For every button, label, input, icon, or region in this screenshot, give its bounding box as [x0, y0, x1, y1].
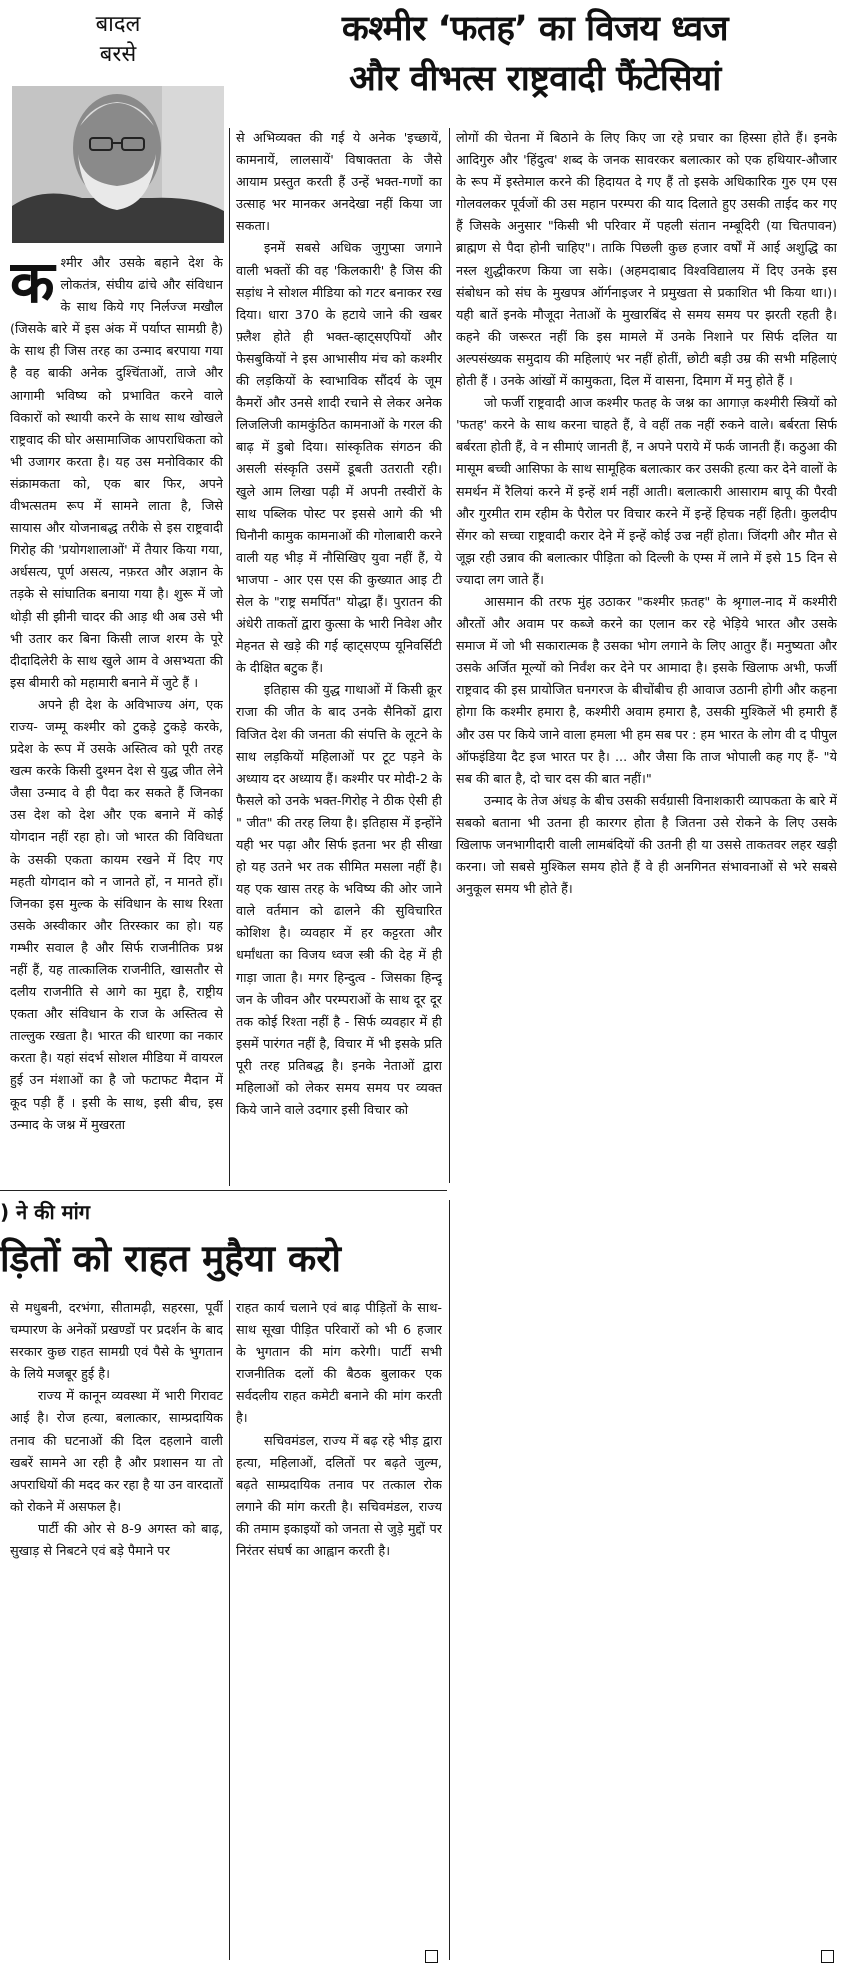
article2-column-1 — [10, 1298, 223, 1968]
columnist-portrait-icon — [12, 86, 224, 243]
article2-kicker: ) ने की मांग — [0, 1200, 91, 1224]
article1-col2-para2: इनमें सबसे अधिक जुगुप्सा जगाने वाली भक्तों की वह 'किलकारी' है जिस की सड़ांध ने सोशल मीडिया को गटर बनाकर रख दिया। धारा 370 के हटाये जाने की खबर फ़्लैश होते ही भक्त-व्हाट्सएपियों और फेसबुकियों ने इस आभासीय मंच को कश्मीर की लड़कियों के स्वाभाविक सौंदर्य के जूम कैमरों और उनसे शादी रचाने से लेकर अनेक लिजलिजी कामकुंठित कामनाओं के गरल की बाढ़ में डुबो दिया। सांस्कृतिक संगठन की असली संस्कृति उसमें डूबती उतराती रही। खुले आम लिखा पढ़ी में अपनी तस्वीरों के साथ पब्लिक पोस्ट पर इससे आगे की भी घिनौनी कामुक कामनाओं की गोलाबारी करने वाली यह भीड़ में नौसिखिए युवा नहीं हैं, ये भाजपा - आर एस एस की कुख्यात आइ टी सेल के "राष्ट्र समर्पित" योद्धा हैं। पुरातन की अंधेरी ताकतों द्वारा कुत्सा के भारी निवेश और मेहनत से खड़े की गई व्हाट्सएप्प यूनिवर्सिटी के दीक्षित बटुक हैं। — [236, 241, 442, 677]
article2-col1-para2: राज्य में कानून व्यवस्था में भारी गिरावट आई है। रोज हत्या, बलात्कार, साम्प्रदायिक तनाव की घटनाओं की दिल दहलाने वाली खबरें सामने आ रही है और प्रशासन या तो अपराधियों की मदद कर रहा है या उन वारदातों को रोकने में असफल है। — [10, 1389, 223, 1515]
article1-col1-para1: श्मीर और उसके बहाने देश के लोकतंत्र, संघीय ढांचे और संविधान के साथ किये गए निर्लज्ज मखौल (जिसके बारे में इस अंक में पर्याप्त सामग्री है) के साथ ही जिस तरह का उन्माद बरपाया गया है वह बाकी अनेक दुश्चिंताओं, ताजे और आगामी भविष्य को प्रभावित करने वाले विकारों को स्थायी करने के साथ साथ खोखले राष्ट्रवाद की घोर असामाजिक आपराधिकता को भी उजागर करता है। यह उस मनोविकार की संक्रामकता को, एक बार फिर, अपने वीभत्सतम रूप में सामने लाता है, जिसे सायास और योजनाबद्ध तरीके से इस राष्ट्रवादी गिरोह की 'प्रयोगशालाओं' में तैयार किया गया, अर्धसत्य, पूर्ण असत्य, नफ़रत और अज्ञान के तड़के से सांघातिक बनाया गया है। शुरू में जो थोड़ी सी झीनी चादर की आड़ थी अब उसे भी भी उतार कर बिना किसी लाज शरम के पूरे दीदादिलेरी के साथ खुले आम वे असभ्यता की इस बीमारी को महामारी बनाने में जुटे हैं । — [10, 256, 223, 691]
headline-line1: कश्मीर ‘फतह’ का विजय ध्वज — [341, 9, 729, 49]
article2-col2-para1: राहत कार्य चलाने एवं बाढ़ पीड़ितों के साथ-साथ सूखा पीड़ित परिवारों को भी 6 हजार के भुगतान की मांग करेगी। पार्टी सभी राजनीतिक दलों की बैठक बुलाकर एक सर्वदलीय राहत कमेटी बनाने की मांग करती है। — [236, 1301, 442, 1427]
article2-col1-para1: से मधुबनी, दरभंगा, सीतामढ़ी, सहरसा, पूर्वी चम्पारण के अनेकों प्रखण्डों पर प्रदर्शन के बाद सरकार कुछ राहत सामग्री एवं पैसे के भुगतान के लिये मजबूर हुई है। — [10, 1301, 223, 1383]
article1-col3-para2: जो फर्जी राष्ट्रवादी आज कश्मीर फतह के जश्न का आगाज़ कश्मीरी स्त्रियों को 'फतह' करने के साथ करना चाहते हैं, वे वहीं तक नहीं रुकने वाले। बर्बरता सिर्फ बर्बरता होती हैं, वे न सीमाएं जानती हैं, न अपने पराये में फर्क जानती हैं। कठुआ की मासूम बच्ची आसिफा के साथ सामूहिक बलात्कार कर उसकी हत्या कर देने वालों के समर्थन में रैलियां करने में इन्हें शर्म नहीं आती। बलात्कारी आसाराम बापू की पैरवी और गुरमीत राम रहीम के पैरोल पर विचार करने में इन्हें हिचक नहीं हिती। कुलदीप सेंगर को सच्चा राष्ट्रवादी करार देने में इन्हें कोई उज्र नहीं होता। जिंदगी और मौत से जूझ रही उन्नाव की बलात्कार पीड़िता को दिल्ली के एम्स में लाने में इसे 15 दिन से ज्यादा लग जाते हैं। — [456, 396, 837, 588]
column-rule — [229, 1300, 230, 1960]
article2-headline: ड़ितों को राहत मुहैया करो — [0, 1236, 341, 1280]
dropcap: क — [10, 253, 55, 316]
end-mark-icon — [425, 1950, 438, 1963]
column-name-line1: बादल — [95, 12, 141, 37]
article1-column-2 — [236, 128, 442, 1188]
article1-col3-para3: आसमान की तरफ मुंह उठाकर "कश्मीर फ़तह" के श्रृगाल-नाद में कश्मीरी औरतों और अवाम पर कब्जे करने का एलान कर रहे भेड़िये भारत और उसके समाज में जो भी सकारात्मक है उसका भोग लगाने के लिए आतुर हैं। मनुष्यता और उसके अर्जित मूल्यों को निर्वंश कर देने पर आमादा है। इसके खिलाफ अभी, फर्जी राष्ट्रवाद की इस प्रायोजित घनगरज के बीचोंबीच ही आवाज उठानी होगी और कहना होगा कि कश्मीर हमारा है, कश्मीरी अवाम हमारा है, उसकी मुश्किलें भी हमारी हैं और उस पर किये जाने वाला हमला भी हम सब पर : हम भारत के लोग वी द पीपुल ऑफइंडिया दैट इज भारत पर है। ... और जैसा कि ताज भोपाली कह गए हैं- "ये सब की बात है, दो चार दस की बात नहीं।" — [456, 594, 837, 787]
headline — [230, 4, 840, 104]
article2-column-2 — [236, 1298, 442, 1948]
column-name — [18, 10, 218, 70]
headline-line2: और वीभत्स राष्ट्रवादी फैंटेसियां — [349, 59, 721, 99]
end-mark-icon — [821, 1950, 834, 1963]
section-rule — [0, 1190, 447, 1191]
article2-col1-para3: पार्टी की ओर से 8-9 अगस्त को बाढ़, सुखाड़ से निबटने एवं बड़े पैमाने पर — [10, 1521, 223, 1560]
article2-col2-para2: सचिवमंडल, राज्य में बढ़ रहे भीड़ द्वारा हत्या, महिलाओं, दलितों पर बढ़ते जुल्म, बढ़ते साम्प्रदायिक तनाव पर तत्काल रोक लगाने की मांग करती है। सचिवमंडल, राज्य की तमाम इकाइयों को जनता से जुड़े मुद्दों पर निरंतर संघर्ष का आह्वान करती है। — [236, 1433, 442, 1560]
column-rule — [449, 128, 450, 1183]
article1-col3-para4: उन्माद के तेज अंधड़ के बीच उसकी सर्वग्रासी विनाशकारी व्यापकता के बारे में सबको बताना भी उतना ही कारगर होता है जितना उसे रोकने के लिए उसके खिलाफ जनभागीदारी वाली लामबंदियों की उतनी ही या उससे ताकतवर लहर खड़ी करना। जो सबसे मुश्किल समय होते हैं वे ही अनगिनत संभावनाओं से भरे सबसे अनुकूल समय भी होते हैं। — [456, 793, 837, 898]
column-name-line2: बरसे — [99, 42, 137, 67]
article1-col2-para1: से अभिव्यक्त की गई ये अनेक 'इच्छायें, कामनायें, लालसायें' विषाक्तता के जैसे आयाम प्रस्तुत करती हैं उन्हें भक्त-गणों का उत्साह भर मानकर अनदेखा नहीं किया जा सकता। — [236, 131, 442, 235]
article1-column-1 — [10, 253, 223, 1193]
article1-col1-para2: अपने ही देश के अविभाज्य अंग, एक राज्य- जम्मू कश्मीर को टुकड़े टुकड़े करके, प्रदेश के रूप में उसके अस्तित्व को पूरी तरह खत्म करके किसी दुश्मन देश से युद्ध जीत लेने जैसा उन्माद वे ही पैदा कर सकते हैं जिनका उस देश को देश और एक बनाने में कोई योगदान नहीं रहा हो। जो भारत की विविधता के उसकी एकता कायम रखने में दिए गए महती योगदान को न जानते हों, न मानते हों। जिनका इस मुल्क के संविधान के साथ रिश्ता उसके अस्वीकार और तिरस्कार का हो। यह गम्भीर सवाल है और सिर्फ राजनीतिक प्रश्न नहीं हैं, यह तात्कालिक राजनीति, खासतौर से दलीय राजनीति से आगे का मुद्दा है, राष्ट्रीय एकता और संविधान के राज के अस्तित्व से ताल्लुक रखता है। भारत की धारणा का नकार करता है। यहां संदर्भ सोशल मीडिया में वायरल हुई उन मंशाओं का है जो फटाफट मैदान में कूद पड़ी हैं । इसी के साथ, इसी बीच, इस उन्माद के जश्न में मुखरता — [10, 697, 223, 1133]
article1-col2-para3: इतिहास की युद्ध गाथाओं में किसी क्रूर राजा की जीत के बाद उनके सैनिकों द्वारा विजित देश की जनता की संपत्ति के लूटने के साथ लड़कियों महिलाओं पर टूट पड़ने के अध्याय दर अध्याय हैं। कश्मीर पर मोदी-2 के फैसले को उनके भक्त-गिरोह ने ठीक ऐसी ही " जीत" की तरह लिया है। इतिहास में इन्होंने यही भर पढ़ा और सिर्फ इतना भर ही सीखा हो यह उतने भर तक सीमित मसला नहीं है। यह एक खास तरह के भविष्य की ओर जाने वाले वर्तमान को ढालने की सुविचारित कोशिश है। व्यवहार में हर कट्टरता और धर्मांधता का विजय ध्वज स्त्री की देह में ही गाड़ा जाता है। मगर हिन्दुत्व - जिसका हिन्दू जन के जीवन और परम्पराओं के साथ दूर दूर तक कोई रिश्ता नहीं है - सिर्फ व्यवहार में ही इसमें पारंगत नहीं है, विचार में भी इसके प्रति पूरी तरह प्रतिबद्ध है। इनके नेताओं द्वारा महिलाओं को लेकर समय समय पर व्यक्त किये जाने वाले उदगार इसी विचार को — [236, 683, 442, 1119]
article1-column-3 — [456, 128, 837, 1968]
article1-col3-para1: लोगों की चेतना में बिठाने के लिए किए जा रहे प्रचार का हिस्सा होते हैं। इनके आदिगुरु और 'हिंदुत्व' शब्द के जनक सावरकर बलात्कार को एक हथियार-औजार के रूप में इस्तेमाल करने की हिदायत दे गए हैं तो इसके अधिकारिक गुरु एम एस गोलवलकर पूर्वजों की उस महान परम्परा की याद दिलाते हुए उसकी ताईद कर गए हैं जिसके अनुसार "किसी भी परिवार में पहली संतान नम्बूदिरी (या चितपावन) ब्राह्मण से पैदा होनी चाहिए"। ताकि पिछली कुछ हजार वर्षों में आई अशुद्धि का नस्ल शुद्धीकरण किया जा सके। (अहमदाबाद विश्वविद्यालय में दिए उनके इस संबोधन को संघ के मुखपत्र ऑर्गनाइजर ने प्रमुखता से प्रकाशित भी किया था।)। यही बातें इनके मौजूदा नेताओं के मुखारबिंद से समय समय पर झरती रहती है। कहने की जरूरत नहीं कि इस मामले में उनके निशाने पर सिर्फ दलित या अल्पसंख्यक समुदाय की महिलाएं भर नहीं होतीं, छोटी बड़ी उम्र की सभी महिलाएं होती हैं । उनके आंखों में कामुकता, दिल में वासना, दिमाग में मनु होते हैं । — [456, 131, 837, 390]
column-rule — [229, 128, 230, 1186]
column-rule — [449, 1200, 450, 1960]
